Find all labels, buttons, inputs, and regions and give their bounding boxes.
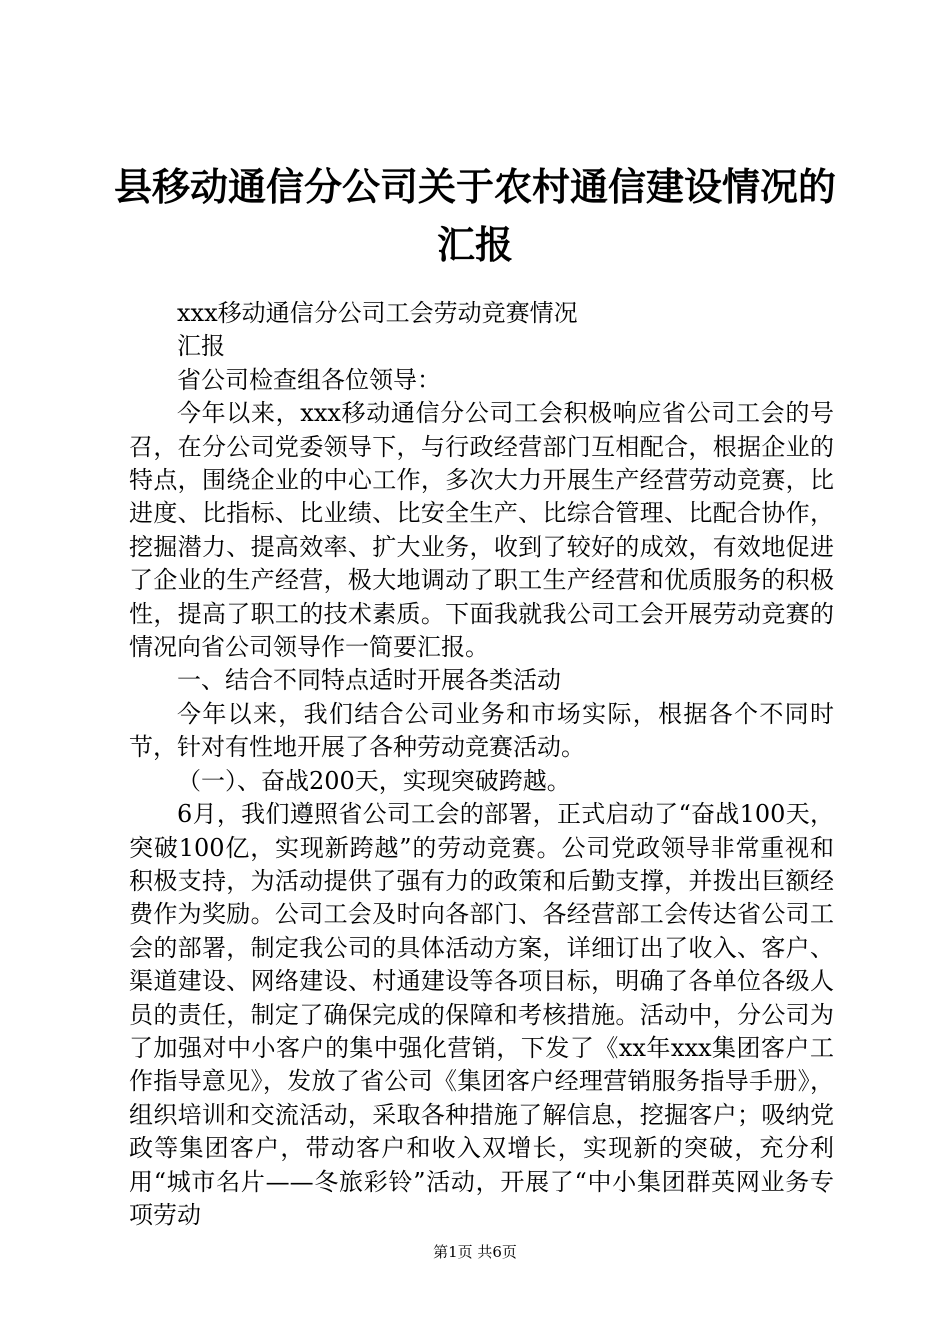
paragraph-report-label: 汇报 bbox=[177, 332, 225, 361]
subsection-heading-1: （一）、奋战200天，实现突破跨越。 bbox=[177, 766, 571, 795]
document-body bbox=[129, 297, 834, 1232]
page-number: 第1页 共6页 bbox=[433, 1243, 517, 1261]
document-title: 县移动通信分公司关于农村通信建设情况的汇报 bbox=[113, 164, 836, 267]
paragraph-subsection-1: 6月，我们遵照省公司工会的部署，正式启动了“奋战100天，突破100亿，实现新跨越”的劳动竞赛。公司党政领导非常重视和积极支持，为活动提供了强有力的政策和后勤支撑，并拨出巨额经费作为奖励。公司工会及时向各部门、各经营部工会传达省公司工会的部署，制定我公司的具体活动方案，详细订出了收入、客户、渠道建设、网络建设、村通建设等各项目标，明确了各单位各级人员的责任，制定了确保完成的保障和考核措施。活动中，分公司为了加强对中小客户的集中强化营销，下发了《xx年xxx集团客户工作指导意见》，发放了省公司《集团客户经理营销服务指导手册》，组织培训和交流活动，采取各种措施了解信息，挖掘客户；吸纳党政等集团客户，带动客户和收入双增长，实现新的突破，充分利用“城市名片——冬旅彩铃”活动，开展了“中小集团群英网业务专项劳动 bbox=[129, 800, 834, 1229]
paragraph-intro: 今年以来，xxx移动通信分公司工会积极响应省公司工会的号召，在分公司党委领导下，与行政经营部门互相配合，根据企业的特点，围绕企业的中心工作，多次大力开展生产经营劳动竞赛，比进度、比指标、比业绩、比安全生产、比综合管理、比配合协作，挖掘潜力、提高效率、扩大业务，收到了较好的成效，有效地促进了企业的生产经营，极大地调动了职工生产经营和优质服务的积极性，提高了职工的技术素质。下面我就我公司工会开展劳动竞赛的情况向省公司领导作一简要汇报。 bbox=[129, 399, 834, 662]
paragraph-subtitle: xxx移动通信分公司工会劳动竞赛情况 bbox=[177, 299, 578, 327]
paragraph-section-1: 今年以来，我们结合公司业务和市场实际，根据各个不同时节，针对有性地开展了各种劳动竞赛活动。 bbox=[129, 699, 834, 762]
section-heading-1: 一、结合不同特点适时开展各类活动 bbox=[177, 666, 561, 695]
paragraph-salutation: 省公司检查组各位领导： bbox=[177, 365, 441, 394]
